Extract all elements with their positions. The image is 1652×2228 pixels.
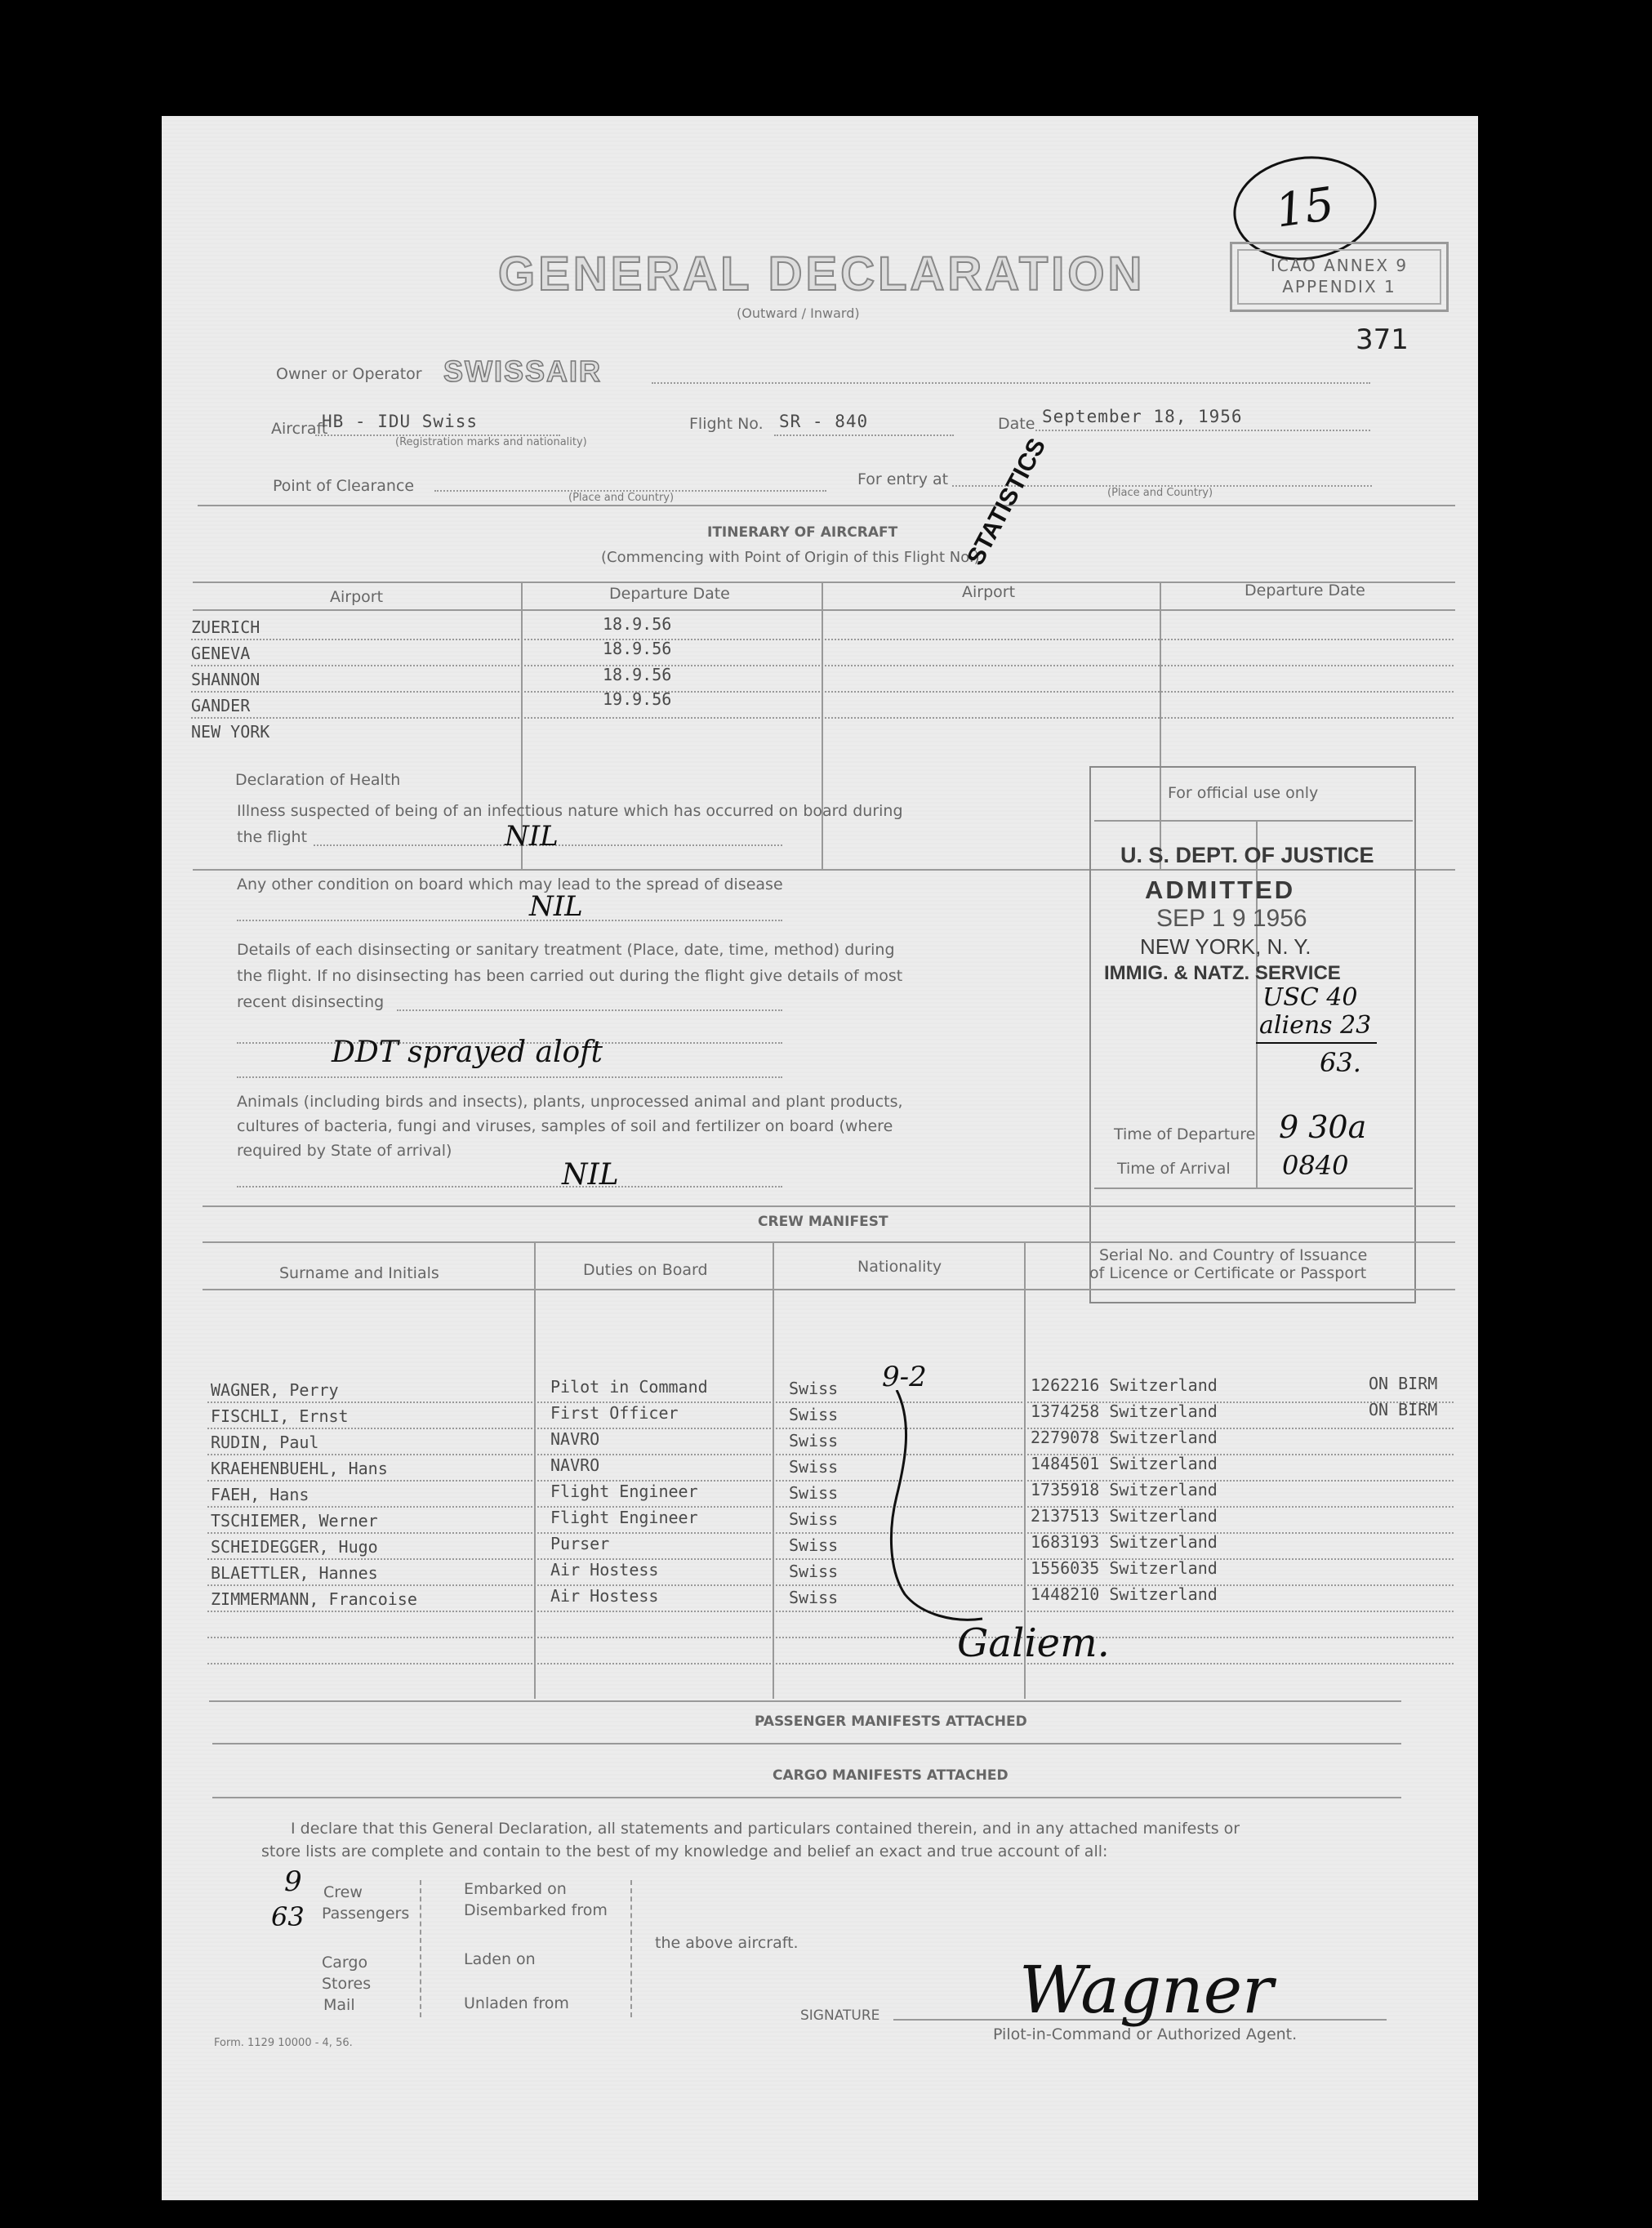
declaration-text-line2: store lists are complete and contain to the best of my knowledge and belief an exact and true account of all: <box>261 1843 1108 1860</box>
crew-duty: Air Hostess <box>550 1560 659 1580</box>
itinerary-subheading: (Commencing with Point of Origin of this Flight No.) <box>601 549 980 566</box>
count-total: 63. <box>1320 1047 1361 1078</box>
flight-label: Flight No. <box>689 415 764 433</box>
crew-serial: 1683193 Switzerland <box>1031 1532 1218 1552</box>
itin-col-airport-1: Airport <box>330 588 384 606</box>
itin-airport: SHANNON <box>191 670 260 689</box>
crew-col-licence: of Licence or Certificate or Passport <box>1089 1264 1367 1282</box>
health-q2-answer: NIL <box>529 890 583 923</box>
crew-note: ON BIRM <box>1369 1400 1438 1419</box>
crew-nat: Swiss <box>789 1405 839 1424</box>
passengers-label: Passengers <box>322 1905 410 1923</box>
crew-name: BLAETTLER, Hannes <box>211 1563 378 1583</box>
itin-date: 18.9.56 <box>603 614 672 634</box>
annex-line1: ICAO ANNEX 9 <box>1270 256 1409 275</box>
declaration-text-line1: I declare that this General Declaration, all statements and particulars contained therein, and in any attached manifests or <box>291 1820 1240 1838</box>
crew-nat: Swiss <box>789 1588 839 1607</box>
itinerary-heading: ITINERARY OF AIRCRAFT <box>707 524 898 541</box>
crew-name: RUDIN, Paul <box>211 1433 319 1452</box>
aircraft-label: Aircraft <box>271 420 328 438</box>
crew-label: Crew <box>323 1883 363 1901</box>
health-q3-line1: Details of each disinsecting or sanitary treatment (Place, date, time, method) during <box>237 941 895 959</box>
health-q1-answer: NIL <box>505 820 559 853</box>
flight-value: SR - 840 <box>779 412 869 431</box>
crew-serial: 1484501 Switzerland <box>1031 1454 1218 1473</box>
crew-nat: Swiss <box>789 1509 839 1529</box>
departure-time-label: Time of Departure <box>1114 1125 1256 1143</box>
statistics-stamp: STATISTICS <box>962 434 1052 570</box>
signer-caption: Pilot-in-Command or Authorized Agent. <box>993 2025 1298 2043</box>
crew-serial: 2137513 Switzerland <box>1031 1506 1218 1526</box>
crew-serial: 1262216 Switzerland <box>1031 1375 1218 1395</box>
admission-stamp-line3: SEP 1 9 1956 <box>1156 905 1307 932</box>
crew-serial: 2279078 Switzerland <box>1031 1428 1218 1447</box>
departure-time-value: 9 30a <box>1279 1109 1367 1145</box>
health-q4-line1: Animals (including birds and insects), plants, unprocessed animal and plant products, <box>237 1093 903 1111</box>
aircraft-text: the above aircraft. <box>655 1934 799 1952</box>
declaration-form <box>162 116 1478 2200</box>
annex-line2: APPENDIX 1 <box>1282 277 1396 296</box>
itin-col-date-2: Departure Date <box>1245 582 1365 599</box>
cargo-label: Cargo <box>322 1954 368 1972</box>
crew-duty: Purser <box>550 1534 610 1553</box>
crew-serial: 1735918 Switzerland <box>1031 1480 1218 1499</box>
crew-name: KRAEHENBUEHL, Hans <box>211 1459 388 1478</box>
crew-col-duty: Duties on Board <box>583 1261 708 1279</box>
official-heading: For official use only <box>1168 784 1319 802</box>
crew-name: FISCHLI, Ernst <box>211 1406 349 1426</box>
owner-value: SWISSAIR <box>443 354 603 388</box>
crew-duty: NAVRO <box>550 1429 600 1449</box>
health-q1-line2: the flight <box>237 828 308 846</box>
form-number: Form. 1129 10000 - 4, 56. <box>214 2037 353 2049</box>
health-q4-line3: required by State of arrival) <box>237 1142 452 1160</box>
crew-col-nat: Nationality <box>857 1258 942 1276</box>
itin-col-date-1: Departure Date <box>609 585 730 603</box>
circled-page-number: 15 <box>1227 147 1383 269</box>
itin-date: 18.9.56 <box>603 639 672 658</box>
health-q3-line3: recent disinsecting <box>237 993 385 1011</box>
clearance-hint: (Place and Country) <box>568 492 675 504</box>
form-title: GENERAL DECLARATION <box>498 247 1146 301</box>
itin-airport: GENEVA <box>191 644 251 663</box>
health-q3-answer: DDT sprayed aloft <box>332 1036 603 1069</box>
admission-stamp-line5: IMMIG. & NATZ. SERVICE <box>1104 962 1341 984</box>
admission-stamp-line4: NEW YORK, N. Y. <box>1140 934 1311 959</box>
itin-col-airport-2: Airport <box>962 583 1016 601</box>
crew-col-serial: Serial No. and Country of Issuance <box>1099 1246 1368 1264</box>
signature-label: SIGNATURE <box>800 2007 880 2024</box>
crew-bracket-note: 9-2 <box>882 1361 927 1393</box>
arrival-time-value: 0840 <box>1282 1150 1349 1181</box>
health-q4-line2: cultures of bacteria, fungi and viruses, samples of soil and fertilizer on board (where <box>237 1117 893 1135</box>
crew-nat: Swiss <box>789 1562 839 1581</box>
disembarked-label: Disembarked from <box>464 1901 608 1919</box>
aircraft-hint: (Registration marks and nationality) <box>395 436 587 448</box>
crew-count: 9 <box>284 1865 302 1898</box>
crew-nat: Swiss <box>789 1431 839 1450</box>
mail-label: Mail <box>323 1996 355 2014</box>
unladen-label: Unladen from <box>464 1994 569 2012</box>
itin-date: 19.9.56 <box>603 689 672 709</box>
itin-airport: NEW YORK <box>191 722 270 742</box>
icao-annex-box <box>1230 242 1449 312</box>
embarked-label: Embarked on <box>464 1880 567 1898</box>
itin-date: 18.9.56 <box>603 665 672 684</box>
signature-value: Wagner <box>1019 1952 1274 2028</box>
aircraft-value: HB - IDU Swiss <box>322 412 479 431</box>
health-q2: Any other condition on board which may lead to the spread of disease <box>237 876 783 893</box>
crew-heading: CREW MANIFEST <box>758 1214 888 1230</box>
clearance-label: Point of Clearance <box>273 477 415 495</box>
crew-duty: Pilot in Command <box>550 1377 708 1397</box>
count-aliens: aliens 23 <box>1259 1011 1372 1040</box>
itin-airport: ZUERICH <box>191 617 260 637</box>
health-q3-line2: the flight. If no disinsecting has been carried out during the flight give details of most <box>237 967 903 985</box>
crew-col-name: Surname and Initials <box>279 1264 439 1282</box>
sheet-number: 371 <box>1356 323 1409 356</box>
crew-nat: Swiss <box>789 1379 839 1398</box>
crew-duty: Flight Engineer <box>550 1482 698 1501</box>
crew-bracket-mark <box>848 1390 986 1627</box>
crew-name: FAEH, Hans <box>211 1485 309 1504</box>
stores-label: Stores <box>322 1975 372 1993</box>
crew-duty: Flight Engineer <box>550 1508 698 1527</box>
count-citizens: USC 40 <box>1262 983 1358 1012</box>
health-q4-answer: NIL <box>562 1158 619 1192</box>
crew-initials: Galiem. <box>957 1620 1110 1666</box>
owner-label: Owner or Operator <box>276 365 422 383</box>
crew-duty: First Officer <box>550 1403 679 1423</box>
crew-name: SCHEIDEGGER, Hugo <box>211 1537 378 1557</box>
admission-stamp-line1: U. S. DEPT. OF JUSTICE <box>1120 843 1374 867</box>
admission-stamp-line2: ADMITTED <box>1145 876 1296 904</box>
crew-duty: Air Hostess <box>550 1586 659 1606</box>
passenger-manifests: PASSENGER MANIFESTS ATTACHED <box>755 1713 1027 1730</box>
crew-name: TSCHIEMER, Werner <box>211 1511 378 1531</box>
crew-note: ON BIRM <box>1369 1374 1438 1393</box>
date-label: Date <box>998 415 1035 433</box>
crew-nat: Swiss <box>789 1483 839 1503</box>
cargo-manifests: CARGO MANIFESTS ATTACHED <box>773 1767 1009 1784</box>
passenger-count: 63 <box>271 1901 305 1932</box>
crew-nat: Swiss <box>789 1457 839 1477</box>
entry-hint: (Place and Country) <box>1107 487 1213 499</box>
crew-serial: 1448210 Switzerland <box>1031 1584 1218 1604</box>
crew-serial: 1374258 Switzerland <box>1031 1401 1218 1421</box>
crew-nat: Swiss <box>789 1535 839 1555</box>
form-subtitle: (Outward / Inward) <box>737 305 860 321</box>
health-q1-line1: Illness suspected of being of an infectious nature which has occurred on board during <box>237 802 903 820</box>
itin-airport: GANDER <box>191 696 251 715</box>
date-value: September 18, 1956 <box>1042 407 1243 426</box>
health-heading: Declaration of Health <box>235 771 401 789</box>
arrival-time-label: Time of Arrival <box>1117 1160 1231 1178</box>
crew-serial: 1556035 Switzerland <box>1031 1558 1218 1578</box>
crew-name: WAGNER, Perry <box>211 1380 339 1400</box>
crew-duty: NAVRO <box>550 1455 600 1475</box>
laden-label: Laden on <box>464 1950 536 1968</box>
crew-name: ZIMMERMANN, Francoise <box>211 1589 417 1609</box>
entry-label: For entry at <box>857 470 949 488</box>
